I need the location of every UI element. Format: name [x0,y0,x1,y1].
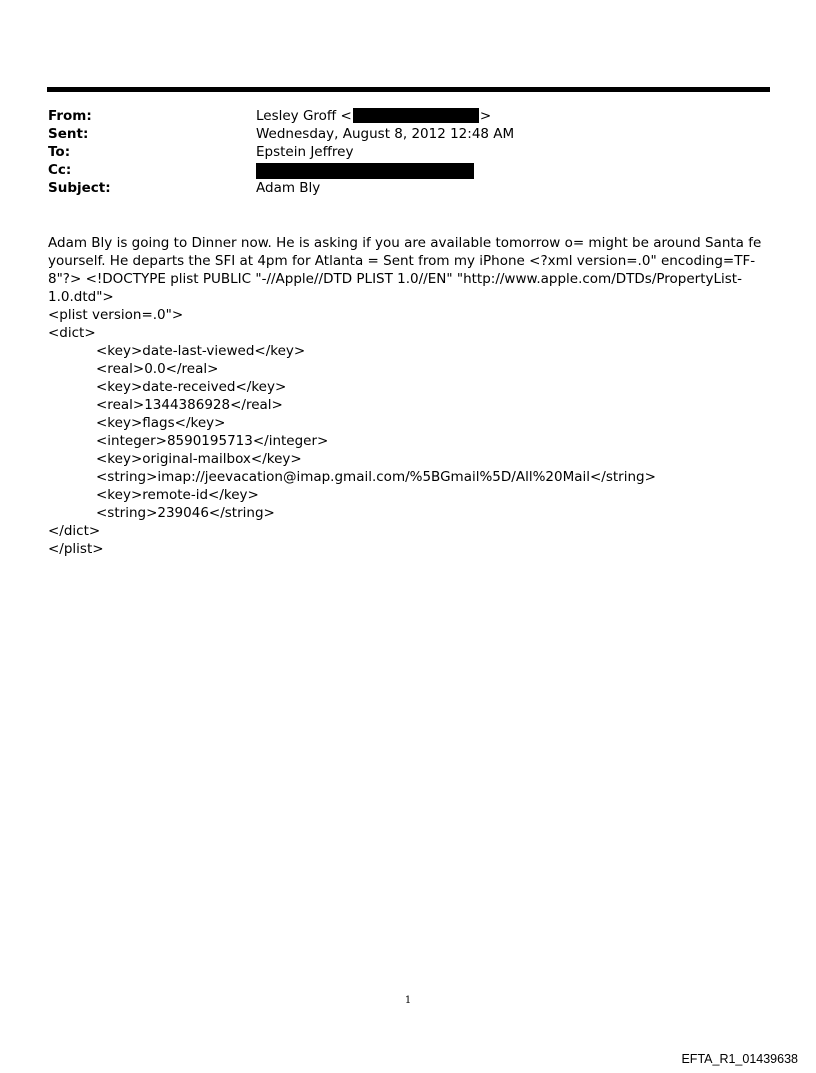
sent-label: Sent: [48,126,89,142]
subject-label: Subject: [48,180,111,196]
plist-line: <string>239046</string> [96,505,275,521]
email-body [48,234,772,558]
plist-line: <key>date-received</key> [96,379,287,395]
plist-line: <key>flags</key> [96,415,226,431]
from-suffix: > [479,108,492,124]
plist-line: <plist version=.0"> [48,307,184,323]
plist-line: <dict> [48,325,96,341]
from-label: From: [48,108,92,124]
plist-line: <integer>8590195713</integer> [96,433,329,449]
page-number: 1 [404,995,412,1006]
cc-label: Cc: [48,162,72,178]
header-divider [47,87,770,92]
plist-line: <string>imap://jeevacation@imap.gmail.com/%5BGmail%5D/All%20Mail</string> [96,469,656,485]
plist-lines [48,306,772,558]
plist-line: <key>remote-id</key> [96,487,259,503]
plist-line: </dict> [48,523,101,539]
plist-line: <key>original-mailbox</key> [96,451,302,467]
sent-row [48,125,768,143]
subject-value: Adam Bly [256,180,321,196]
body-paragraph: Adam Bly is going to Dinner now. He is asking if you are available tomorrow o= might be around Santa fe yourself. He departs the SFI at 4pm for Atlanta = Sent from my iPhone <?xml version=.0" encoding=TF-8"?> <!DOCTYPE plist PUBLIC "-//Apple//DTD PLIST 1.0//EN" "http://www.apple.com/DTDs/PropertyList-1.0.dtd"> [48,235,762,305]
email-header [48,107,768,197]
cc-row [48,161,768,179]
redacted-cc-block [256,163,474,179]
plist-line: <key>date-last-viewed</key> [96,343,306,359]
to-row [48,143,768,161]
plist-line: <real>1344386928</real> [96,397,283,413]
from-value [256,107,491,125]
plist-line: </plist> [48,541,104,557]
subject-row [48,179,768,197]
redacted-email-block [353,108,479,123]
plist-line: <real>0.0</real> [96,361,219,377]
to-label: To: [48,144,71,160]
to-value: Epstein Jeffrey [256,144,354,160]
from-name: Lesley Groff < [256,108,352,124]
sent-value: Wednesday, August 8, 2012 12:48 AM [256,126,515,142]
from-row [48,107,768,125]
document-id: EFTA_R1_01439638 [681,1052,798,1066]
